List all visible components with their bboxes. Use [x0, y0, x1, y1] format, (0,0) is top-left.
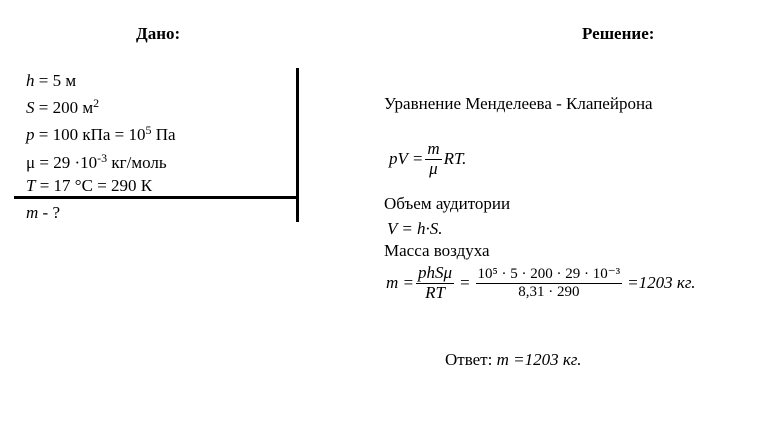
eq1-left: pV =: [389, 149, 424, 169]
answer-value: m =1203 кг.: [496, 350, 582, 369]
eq1-numerator: m: [427, 139, 440, 158]
given-value-p: = 100 кПа = 10: [34, 125, 146, 144]
law-name: Уравнение Менделеева - Клапейрона: [384, 94, 653, 113]
eq3-denominator-numeric: 8,31 · 290: [518, 283, 580, 300]
given-var-s: S: [26, 98, 35, 117]
given-header: Дано:: [136, 24, 181, 43]
unknown-text: - ?: [38, 203, 60, 222]
given-sup-p: 5: [145, 123, 152, 137]
given-unit-mu: кг/моль: [107, 153, 167, 172]
given-divider-horizontal: [14, 196, 299, 199]
given-divider-vertical: [296, 68, 299, 222]
given-var-p: p: [26, 125, 35, 144]
eq3-result: =1203 кг.: [627, 273, 696, 293]
eq1-right: RT.: [443, 149, 467, 169]
given-var-h: h: [26, 71, 35, 90]
given-var-mu: μ: [26, 153, 36, 172]
eq3-fraction-numeric: [476, 266, 623, 300]
unknown-line: [26, 203, 60, 223]
given-value-h: = 5 м: [34, 71, 77, 90]
unknown-var: m: [26, 203, 39, 222]
eq3-fraction-symbolic: [416, 264, 454, 302]
eq3-equals: =: [459, 273, 471, 293]
given-var-t: T: [26, 176, 36, 195]
answer-label: Ответ:: [445, 350, 493, 369]
given-value-t: = 17 °С = 290 К: [35, 176, 153, 195]
equation-mass: [386, 264, 696, 302]
eq3-numerator-numeric: 10⁵ · 5 · 200 · 29 · 10⁻³: [477, 266, 621, 283]
given-line-h: [26, 71, 76, 91]
given-sup-s: 2: [93, 96, 100, 110]
given-unit-p: Па: [151, 125, 176, 144]
equation-volume: V = h·S.: [387, 219, 443, 238]
eq3-left: m =: [386, 273, 414, 293]
answer-line: [445, 350, 581, 370]
eq3-numerator-symbolic: phSμ: [418, 263, 453, 282]
given-line-p: [26, 125, 176, 145]
eq1-fraction: [425, 140, 441, 178]
given-line-t: [26, 176, 152, 196]
eq3-denominator-symbolic: RT: [425, 282, 445, 302]
given-sup-mu: -3: [97, 151, 108, 165]
given-value-mu: = 29 ·10: [35, 153, 98, 172]
given-line-mu: [26, 153, 167, 173]
eq1-denominator: μ: [429, 158, 438, 178]
mass-label: Масса воздуха: [384, 241, 490, 260]
solution-header: Решение:: [582, 24, 655, 43]
given-line-s: [26, 98, 99, 118]
volume-label: Объем аудитории: [384, 194, 511, 213]
given-value-s: = 200 м: [34, 98, 94, 117]
equation-mendeleev: [389, 140, 466, 178]
